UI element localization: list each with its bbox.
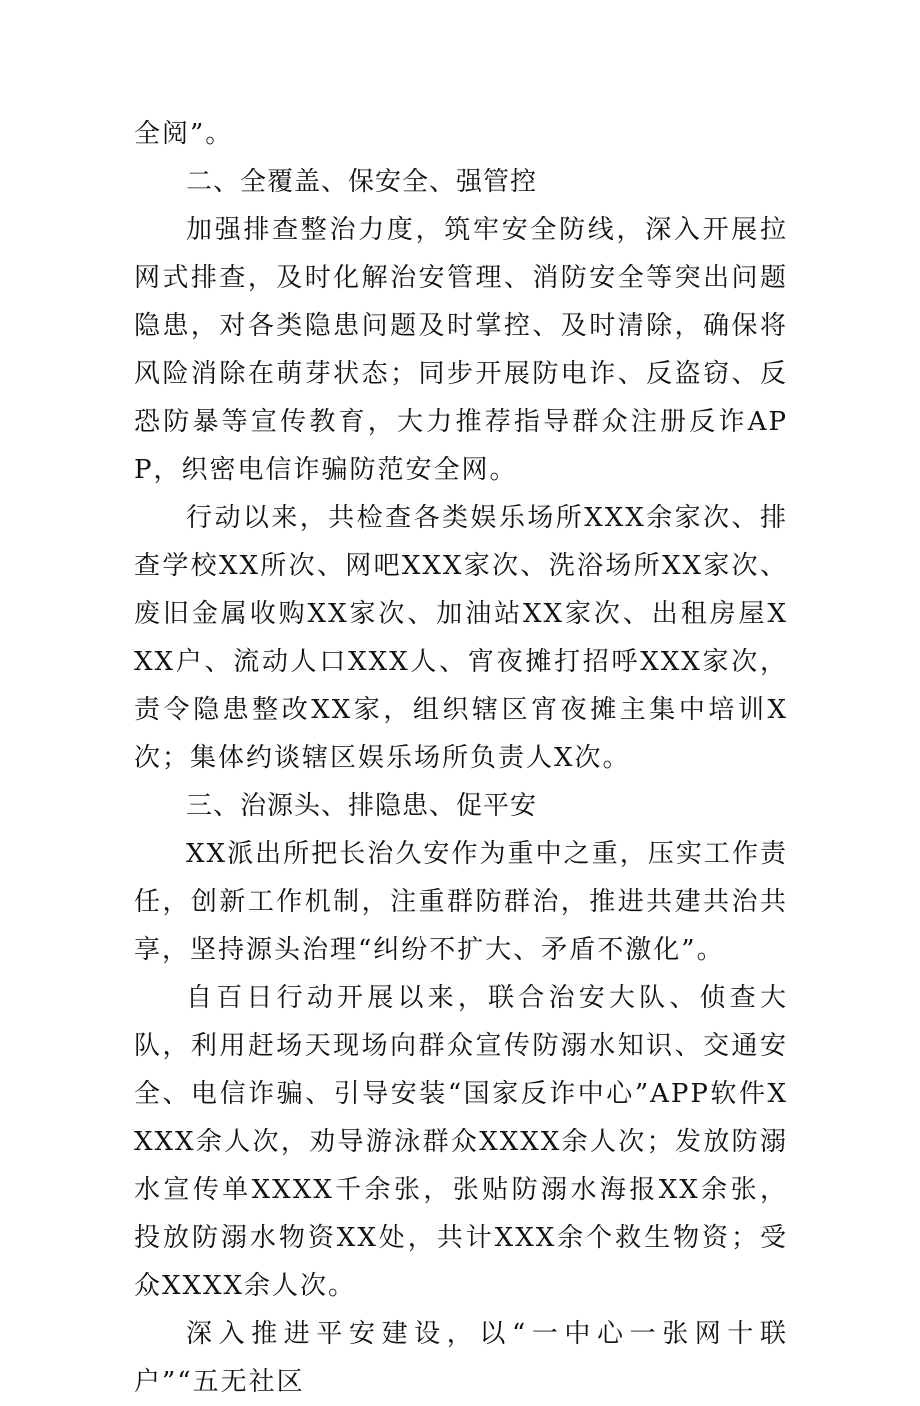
- paragraph-inspection-stats: 行动以来，共检查各类娱乐场所XXX余家次、排查学校XX所次、网吧XXX家次、洗浴场所XX家次、废旧金属收购XX家次、加油站XX家次、出租房屋XXX户、流动人口XXX人、宵夜摊打招呼XXX家次，责令隐患整改XX家，组织辖区宵夜摊主集中培训X次；集体约谈辖区娱乐场所负责人X次。: [134, 503, 788, 773]
- paragraph-peace-building: 深入推进平安建设，以“一中心一张网十联户”“五无社区: [134, 1319, 788, 1397]
- paragraph-continuation: 全阅”。: [134, 119, 234, 149]
- paragraph-safety-inspection: 加强排查整治力度，筑牢安全防线，深入开展拉网式排查，及时化解治安管理、消防安全等突出问题隐患，对各类隐患问题及时掌控、及时清除，确保将风险消除在萌芽状态；同步开展防电诈、反盗窃、反恐防暴等宣传教育，大力推荐指导群众注册反诈APP，织密电信诈骗防范安全网。: [134, 215, 788, 485]
- section-heading-2: 二、全覆盖、保安全、强管控: [186, 167, 538, 197]
- paragraph-hundred-day-action: 自百日行动开展以来，联合治安大队、侦查大队，利用赶场天现场向群众宣传防溺水知识、交通安全、电信诈骗、引导安装“国家反诈中心”APP软件XXXX余人次，劝导游泳群众XXXX余人次；发放防溺水宣传单XXXX千余张，张贴防溺水海报XX余张，投放防溺水物资XX处，共计XXX余个救生物资；受众XXXX余人次。: [134, 983, 788, 1301]
- section-heading-3: 三、治源头、排隐患、促平安: [186, 791, 538, 821]
- paragraph-source-governance: XX派出所把长治久安作为重中之重，压实工作责任，创新工作机制，注重群防群治，推进共建共治共享，坚持源头治理“纠纷不扩大、矛盾不激化”。: [134, 839, 788, 965]
